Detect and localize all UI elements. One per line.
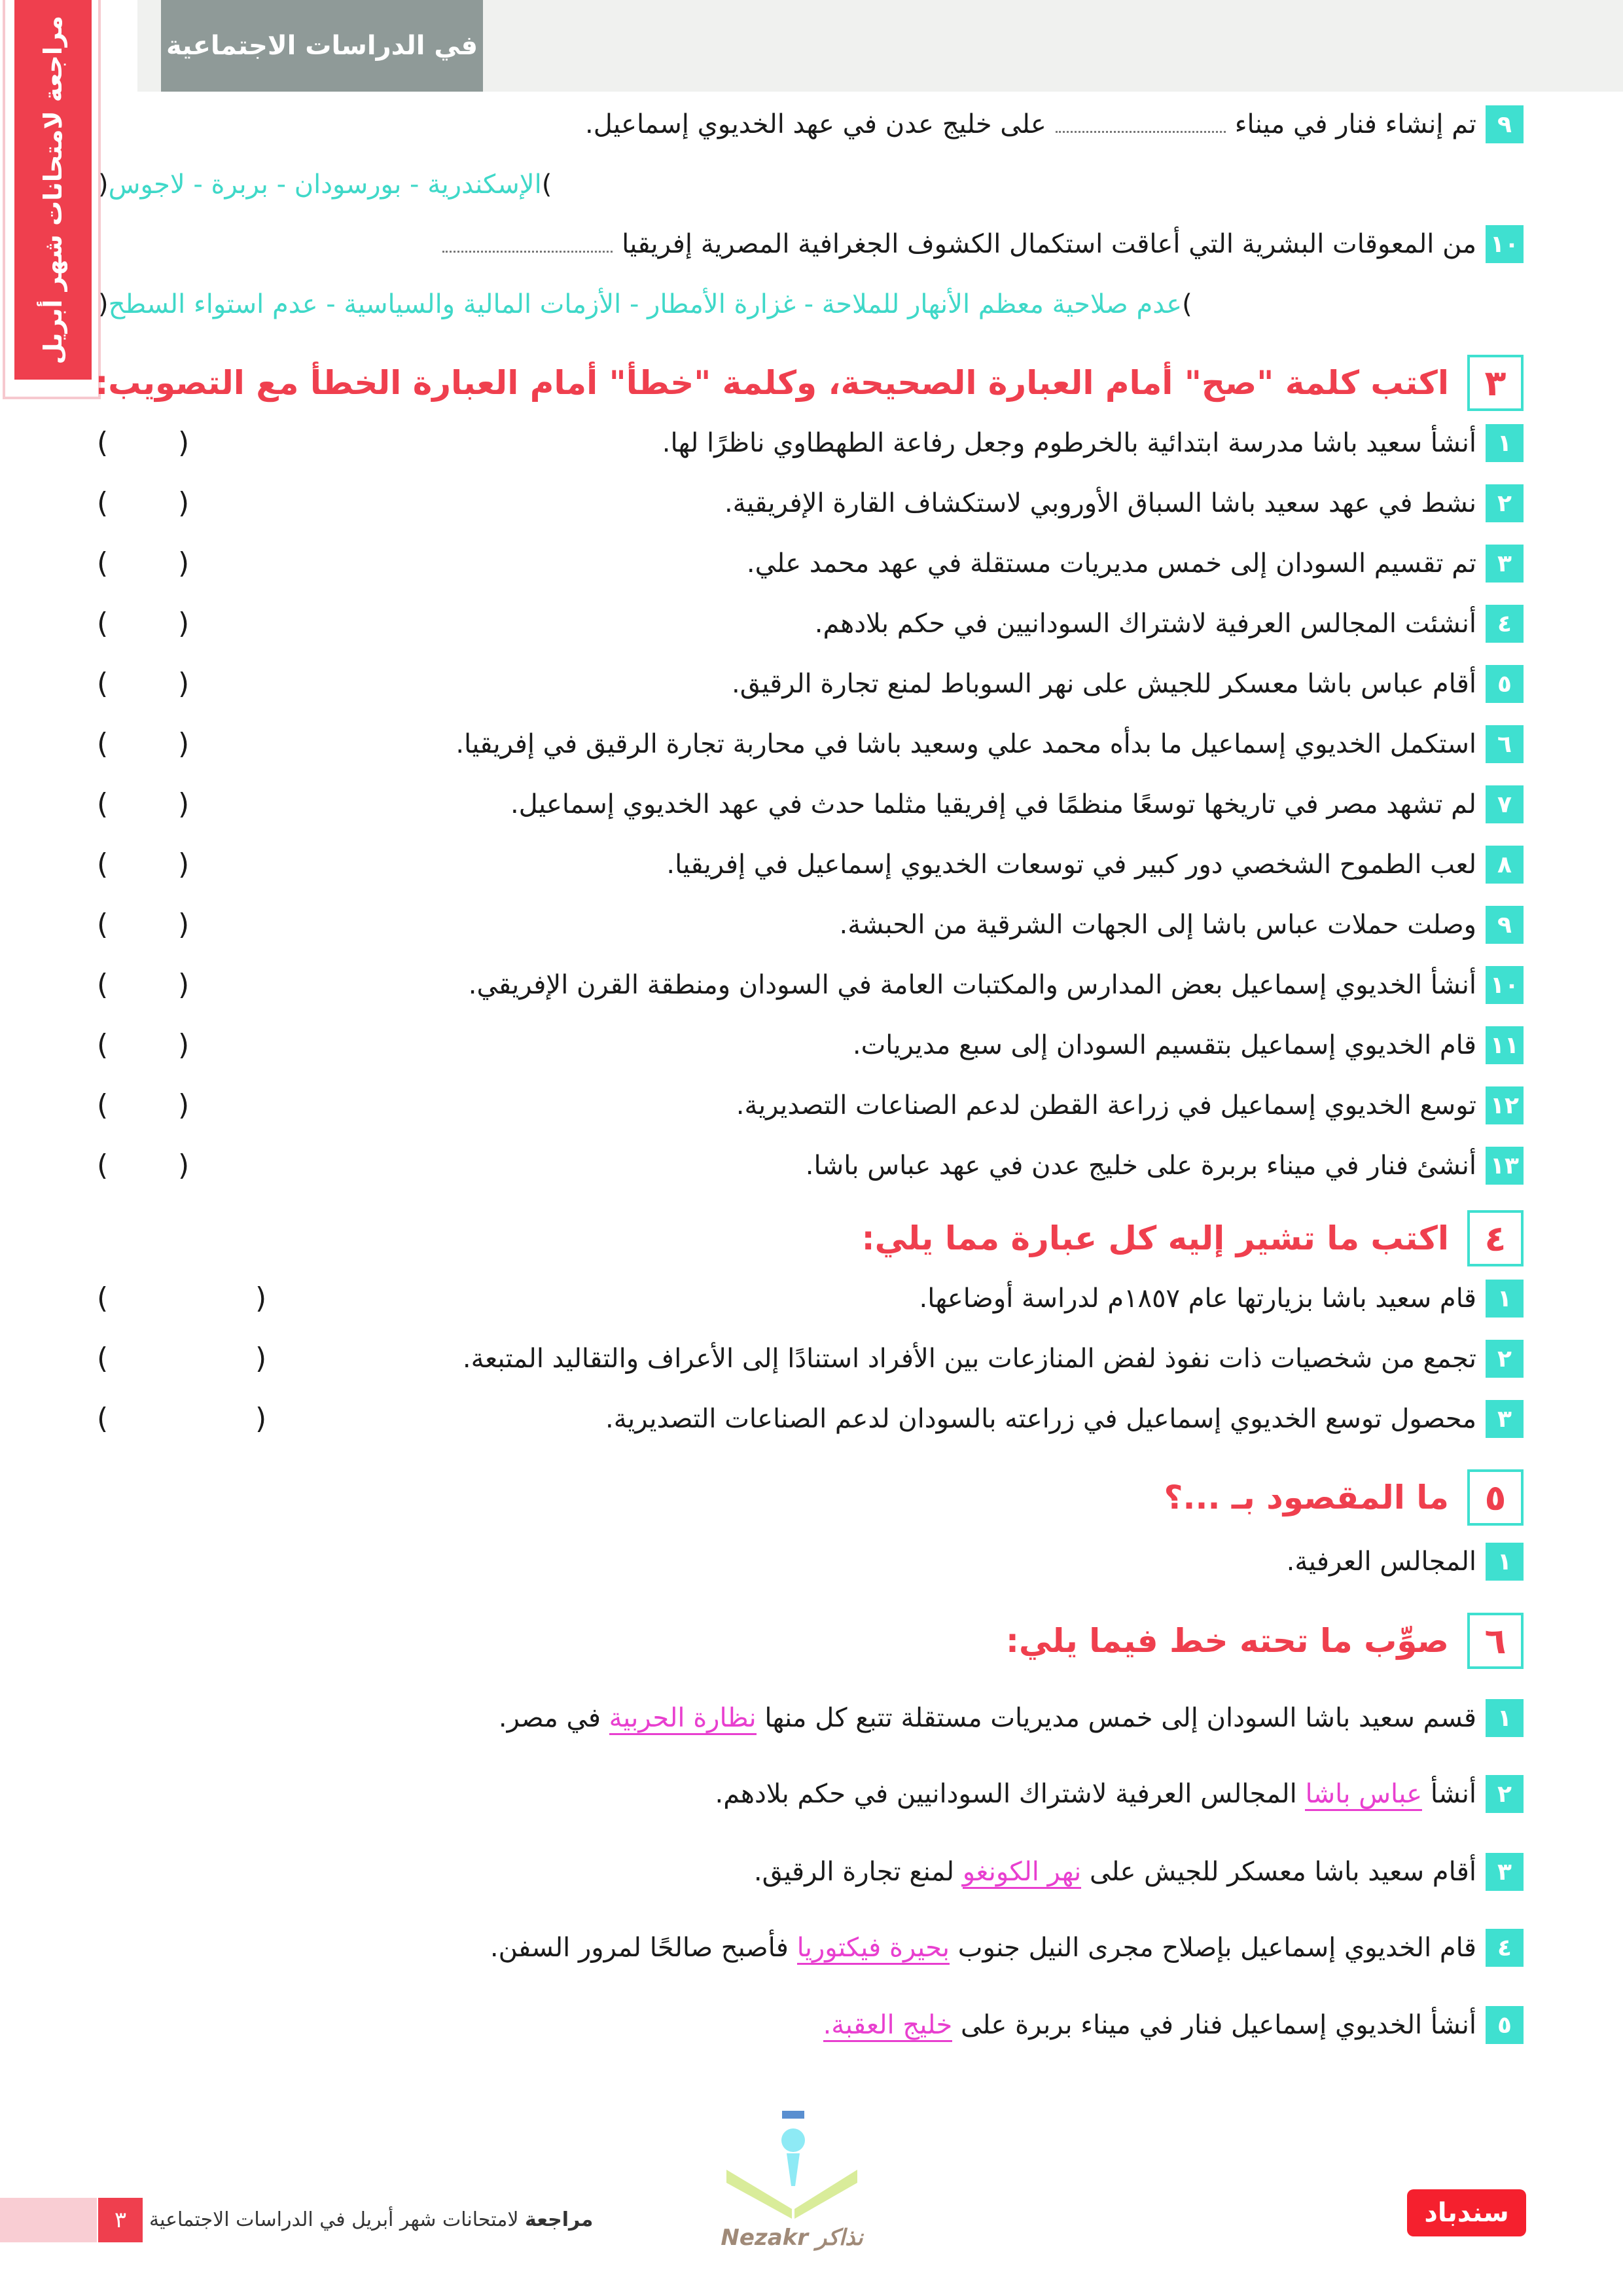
statement-item: لعب الطموح الشخصي دور كبير في توسعات الخديوي إسماعيل في إفريقيا. (666, 850, 1476, 880)
statement-item: تم تقسيم السودان إلى خمس مديريات مستقلة في عهد محمد علي. (746, 548, 1476, 579)
number-badge: ٢ (1486, 1775, 1524, 1813)
section-title: اكتب كلمة "صح" أمام العبارة الصحيحة، وكلمة "خطأ" أمام العبارة الخطأ مع التصويب: (95, 364, 1449, 402)
number-badge: ٢ (1486, 1340, 1524, 1378)
number-badge: ٢ (1486, 484, 1524, 522)
footer-bold: مراجعة (525, 2208, 594, 2231)
blank[interactable] (1056, 113, 1226, 133)
number-badge: ٤ (1486, 1929, 1524, 1967)
answer-paren-open[interactable]: ( (97, 1342, 109, 1375)
item-text: من المعوقات البشرية التي أعاقت استكمال الكشوف الجغرافية المصرية إفريقيا (622, 229, 1476, 259)
section-number: ٥ (1467, 1469, 1524, 1526)
answer-paren-close[interactable]: ) (178, 486, 190, 520)
item-text: فأصبح صالحًا لمرور السفن. (490, 1933, 789, 1963)
answer-paren-close[interactable]: ) (178, 727, 190, 761)
fill-item-9 (585, 105, 1476, 144)
item-text: أقام سعيد باشا معسكر للجيش على (1090, 1857, 1476, 1887)
item-text: لمنع تجارة الرقيق. (753, 1857, 955, 1887)
definition-item: تجمع من شخصيات ذات نفوذ لفض المنازعات بين الأفراد استنادًا إلى الأعراف والتقاليد المتبعة. (462, 1344, 1476, 1374)
page-title: في الدراسات الاجتماعية (161, 0, 483, 92)
answer-paren-open[interactable]: ( (97, 426, 109, 459)
page-number: ٣ (98, 2198, 143, 2242)
choices-text: الإسكندرية - بورسودان - بربرة - لاجوس (108, 170, 542, 200)
item-text: على خليج عدن في عهد الخديوي إسماعيل. (585, 109, 1046, 139)
answer-paren-close[interactable]: ) (255, 1342, 267, 1375)
choices-text: عدم صلاحية معظم الأنهار للملاحة - غزارة الأمطار - الأزمات المالية والسياسية - عدم استواء السطح (108, 289, 1183, 319)
number-badge: ٤ (1486, 605, 1524, 643)
statement-item: توسع الخديوي إسماعيل في زراعة القطن لدعم الصناعات التصديرية. (736, 1090, 1476, 1121)
answer-paren-open[interactable]: ( (97, 486, 109, 520)
underlined-text: عباس باشا (1305, 1779, 1422, 1811)
answer-paren-close[interactable]: ) (178, 1149, 190, 1182)
number-badge: ٣ (1486, 1400, 1524, 1438)
correction-item (823, 2005, 1476, 2045)
answer-paren-close[interactable]: ) (178, 787, 190, 821)
item-text: أنشأ (1430, 1779, 1476, 1809)
correction-item (490, 1928, 1476, 1967)
section-number: ٦ (1467, 1613, 1524, 1669)
statement-item: لم تشهد مصر في تاريخها توسعًا منظمًا في إفريقيا مثلما حدث في عهد الخديوي إسماعيل. (510, 789, 1476, 819)
section-number: ٣ (1467, 355, 1524, 411)
statement-item: أنشئ فنار في ميناء بربرة على خليج عدن في عهد عباس باشا. (805, 1151, 1476, 1181)
fill-item-10 (433, 224, 1476, 264)
statement-item: استكمل الخديوي إسماعيل ما بدأه محمد علي وسعيد باشا في محاربة تجارة الرقيق في إفريقيا. (455, 729, 1476, 759)
number-badge: ٣ (1486, 545, 1524, 583)
section-number: ٤ (1467, 1210, 1524, 1266)
answer-paren-close[interactable]: ) (255, 1402, 267, 1435)
item-text: المجالس العرفية لاشتراك السودانيين في حكم بلادهم. (715, 1779, 1297, 1809)
statement-item: أقام عباس باشا معسكر للجيش على نهر السوباط لمنع تجارة الرقيق. (732, 669, 1476, 699)
underlined-text: بحيرة فيكتوريا (797, 1933, 950, 1965)
statement-item: وصلت حملات عباس باشا إلى الجهات الشرقية من الحبشة. (839, 910, 1476, 940)
number-badge: ٣ (1486, 1853, 1524, 1891)
answer-paren-close[interactable]: ) (178, 968, 190, 1001)
book-graduate-icon (720, 2111, 864, 2222)
section-title: ما المقصود بـ ...؟ (1164, 1479, 1449, 1516)
number-badge: ٥ (1486, 2006, 1524, 2044)
answer-paren-open[interactable]: ( (97, 848, 109, 881)
answer-paren-close[interactable]: ) (178, 848, 190, 881)
definition-item: قام سعيد باشا بزيارتها عام ١٨٥٧م لدراسة أوضاعها. (919, 1283, 1476, 1314)
number-badge: ١ (1486, 1280, 1524, 1318)
choices: )عدم صلاحية معظم الأنهار للملاحة - غزارة الأمطار - الأزمات المالية والسياسية - عدم استواء السطح( (98, 289, 1192, 319)
blank[interactable] (442, 233, 613, 253)
section-title: صوِّب ما تحته خط فيما يلي: (1005, 1622, 1449, 1660)
underlined-text: خليج العقبة. (823, 2010, 953, 2042)
item-text: تم إنشاء فنار في ميناء (1234, 109, 1476, 139)
answer-paren-open[interactable]: ( (97, 1028, 109, 1062)
underlined-text: نهر الكونغو (963, 1857, 1082, 1889)
answer-paren-open[interactable]: ( (97, 547, 109, 580)
nezakr-logo (720, 2111, 864, 2261)
number-badge: ٧ (1486, 785, 1524, 823)
side-label-bar (14, 0, 92, 380)
answer-paren-close[interactable]: ) (255, 1282, 267, 1315)
answer-paren-open[interactable]: ( (97, 908, 109, 941)
number-badge: ٦ (1486, 725, 1524, 763)
item-text: قام الخديوي إسماعيل بإصلاح مجرى النيل جنوب (957, 1933, 1476, 1963)
section-title: اكتب ما تشير إليه كل عبارة مما يلي: (861, 1219, 1449, 1257)
answer-paren-open[interactable]: ( (97, 727, 109, 761)
footer-text (149, 2198, 593, 2242)
term-item: المجالس العرفية. (1286, 1547, 1476, 1577)
footer-strip (0, 2198, 97, 2242)
logo-text: Nezakr نذاكر (721, 2225, 863, 2251)
number-badge: ١ (1486, 1699, 1524, 1737)
definition-item: محصول توسع الخديوي إسماعيل في زراعته بالسودان لدعم الصناعات التصديرية. (605, 1404, 1476, 1434)
number-badge: ٩ (1486, 105, 1524, 143)
item-text: في مصر. (498, 1703, 601, 1733)
statement-item: أنشئت المجالس العرفية لاشتراك السودانيين في حكم بلادهم. (814, 609, 1476, 639)
number-badge: ٨ (1486, 846, 1524, 884)
answer-paren-open[interactable]: ( (97, 1088, 109, 1122)
answer-paren-open[interactable]: ( (97, 607, 109, 640)
answer-paren-open[interactable]: ( (97, 968, 109, 1001)
statement-item: نشط في عهد سعيد باشا السباق الأوروبي لاستكشاف القارة الإفريقية. (724, 488, 1476, 518)
number-badge: ١ (1486, 424, 1524, 462)
number-badge: ٩ (1486, 906, 1524, 944)
answer-paren-open[interactable]: ( (97, 1282, 109, 1315)
statement-item: أنشأ الخديوي إسماعيل بعض المدارس والمكتبات العامة في السودان ومنطقة القرن الإفريقي. (468, 970, 1476, 1000)
correction-item (754, 1852, 1476, 1892)
correction-item (715, 1774, 1476, 1814)
side-label: مراجعة لامتحانات شهر أبريل (39, 15, 67, 365)
answer-paren-close[interactable]: ) (178, 547, 190, 580)
answer-paren-open[interactable]: ( (97, 1402, 109, 1435)
statement-item: أنشأ سعيد باشا مدرسة ابتدائية بالخرطوم وجعل رفاعة الطهطاوي ناظرًا لها. (662, 428, 1476, 458)
correction-item (499, 1698, 1476, 1738)
number-badge: ١٢ (1486, 1086, 1524, 1124)
answer-paren-close[interactable]: ) (178, 1028, 190, 1062)
answer-paren-close[interactable]: ) (178, 667, 190, 700)
number-badge: ١٣ (1486, 1147, 1524, 1185)
choices: )الإسكندرية - بورسودان - بربرة - لاجوس( (98, 170, 552, 200)
number-badge: ١ (1486, 1543, 1524, 1581)
statement-item: قام الخديوي إسماعيل بتقسيم السودان إلى سبع مديريات. (852, 1030, 1476, 1060)
number-badge: ١١ (1486, 1026, 1524, 1064)
answer-paren-close[interactable]: ) (178, 607, 190, 640)
item-text: قسم سعيد باشا السودان إلى خمس مديريات مستقلة تتبع كل منها (764, 1703, 1476, 1733)
answer-paren-close[interactable]: ) (178, 426, 190, 459)
underlined-text: نظارة الحربية (609, 1703, 757, 1735)
answer-paren-open[interactable]: ( (97, 787, 109, 821)
item-text: أنشأ الخديوي إسماعيل فنار في ميناء بربرة على (960, 2010, 1476, 2040)
sinbad-logo: سندباد (1407, 2189, 1526, 2236)
footer-desc: لامتحانات شهر أبريل في الدراسات الاجتماعية (149, 2208, 519, 2231)
answer-paren-open[interactable]: ( (97, 1149, 109, 1182)
number-badge: ١٠ (1486, 966, 1524, 1004)
answer-paren-close[interactable]: ) (178, 1088, 190, 1122)
number-badge: ١٠ (1486, 225, 1524, 263)
answer-paren-open[interactable]: ( (97, 667, 109, 700)
answer-paren-close[interactable]: ) (178, 908, 190, 941)
number-badge: ٥ (1486, 665, 1524, 703)
